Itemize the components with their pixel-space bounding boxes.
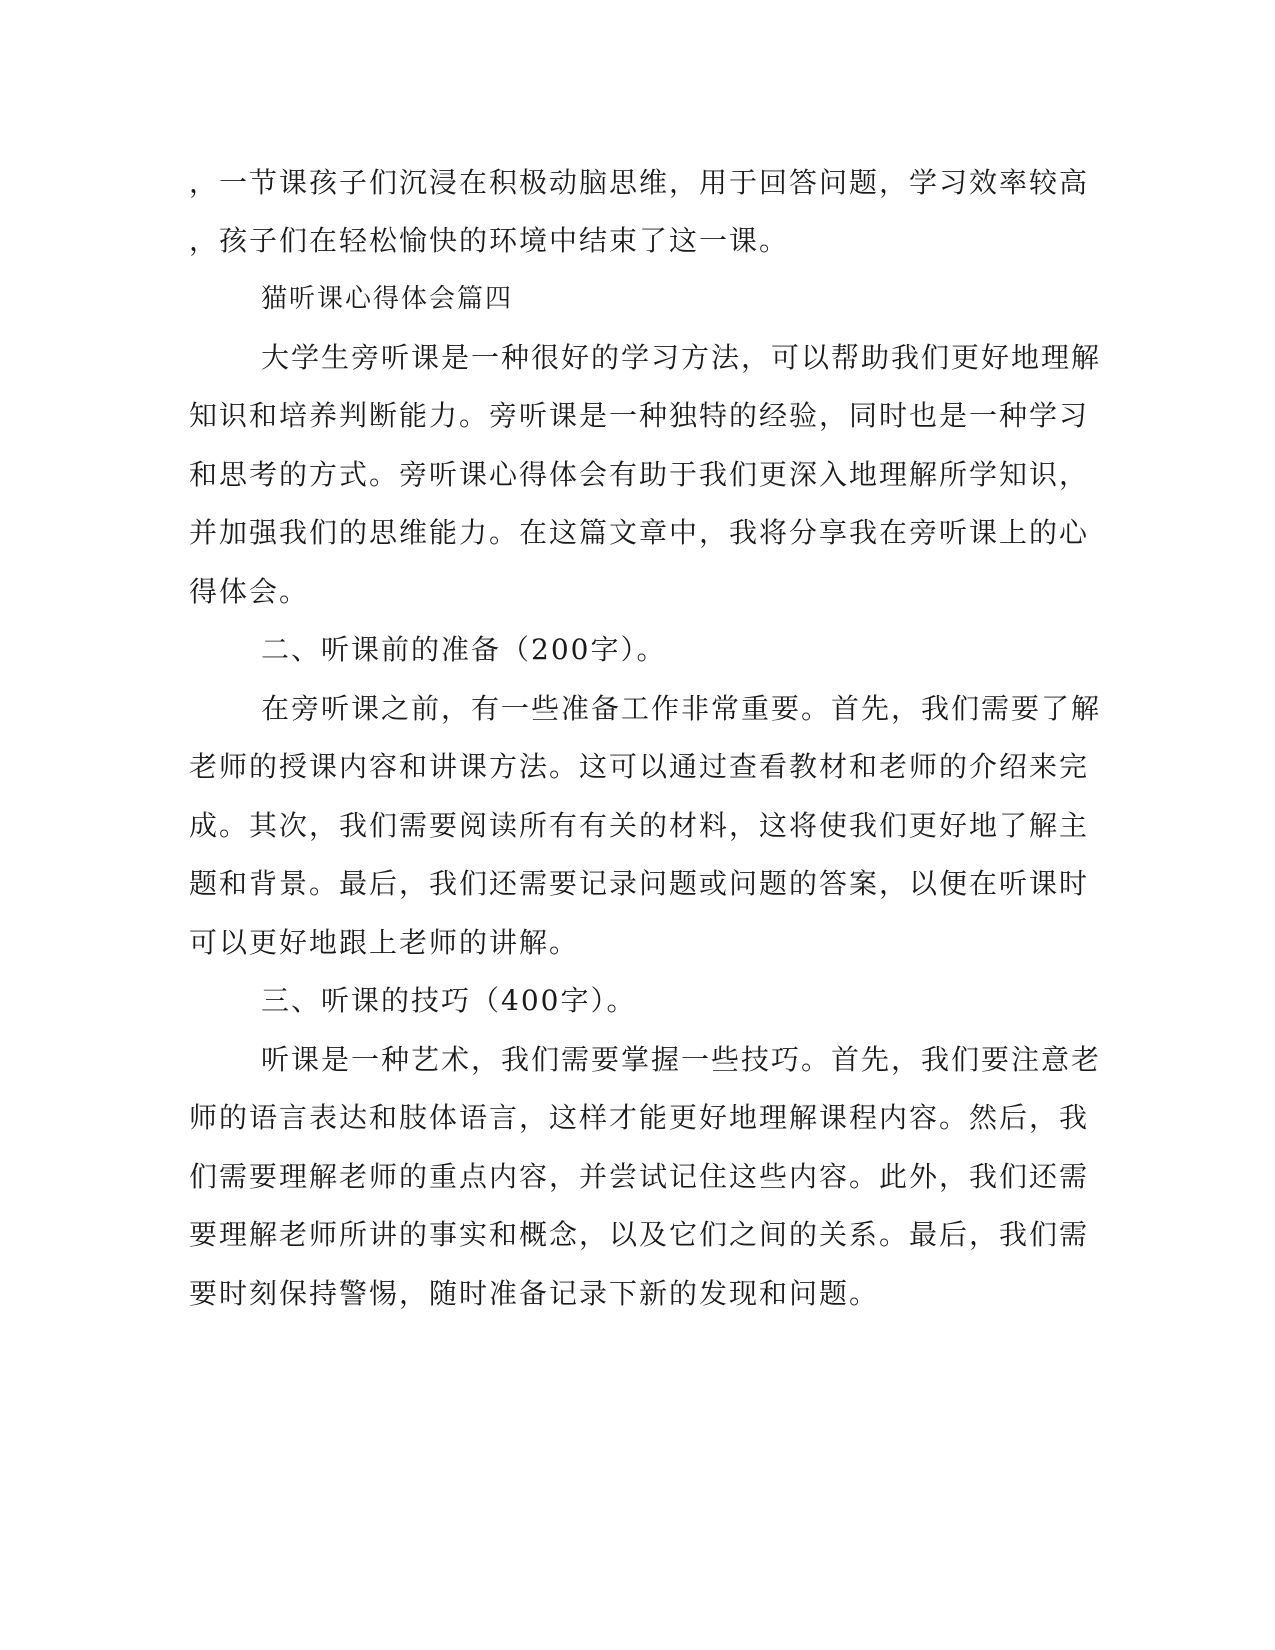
paragraph-line: 们需要理解老师的重点内容，并尝试记住这些内容。此外，我们还需 <box>189 1160 1090 1193</box>
section-title: 猫听课心得体会篇四 <box>261 284 514 314</box>
paragraph-line: 听课是一种艺术，我们需要掌握一些技巧。首先，我们要注意老 <box>261 1043 1102 1076</box>
paragraph-line: 要理解老师所讲的事实和概念，以及它们之间的关系。最后，我们需 <box>189 1218 1090 1251</box>
paragraph-line: 知识和培养判断能力。旁听课是一种独特的经验，同时也是一种学习 <box>189 399 1090 432</box>
paragraph-line: 题和背景。最后，我们还需要记录问题或问题的答案，以便在听课时 <box>189 867 1090 900</box>
paragraph-line: 老师的授课内容和讲课方法。这可以通过查看教材和老师的介绍来完 <box>189 750 1090 783</box>
paragraph-line: 大学生旁听课是一种很好的学习方法，可以帮助我们更好地理解 <box>261 341 1102 374</box>
paragraph-line: 成。其次，我们需要阅读所有有关的材料，这将使我们更好地了解主 <box>189 809 1090 842</box>
paragraph-line: ，一节课孩子们沉浸在积极动脑思维，用于回答问题，学习效率较高 <box>189 166 1090 199</box>
paragraph-line: 并加强我们的思维能力。在这篇文章中，我将分享我在旁听课上的心 <box>189 516 1090 549</box>
paragraph-line: 可以更好地跟上老师的讲解。 <box>189 926 580 959</box>
paragraph-line: ，孩子们在轻松愉快的环境中结束了这一课。 <box>189 224 790 257</box>
section-heading: 二、听课前的准备（200字）。 <box>261 633 667 666</box>
paragraph-line: 和思考的方式。旁听课心得体会有助于我们更深入地理解所学知识， <box>189 458 1090 491</box>
paragraph-line: 在旁听课之前，有一些准备工作非常重要。首先，我们需要了解 <box>261 692 1102 725</box>
paragraph-line: 得体会。 <box>189 575 310 608</box>
section-heading: 三、听课的技巧（400字）。 <box>261 984 637 1017</box>
paragraph-line: 师的语言表达和肢体语言，这样才能更好地理解课程内容。然后，我 <box>189 1101 1090 1134</box>
paragraph-line: 要时刻保持警惕，随时准备记录下新的发现和问题。 <box>189 1277 880 1310</box>
